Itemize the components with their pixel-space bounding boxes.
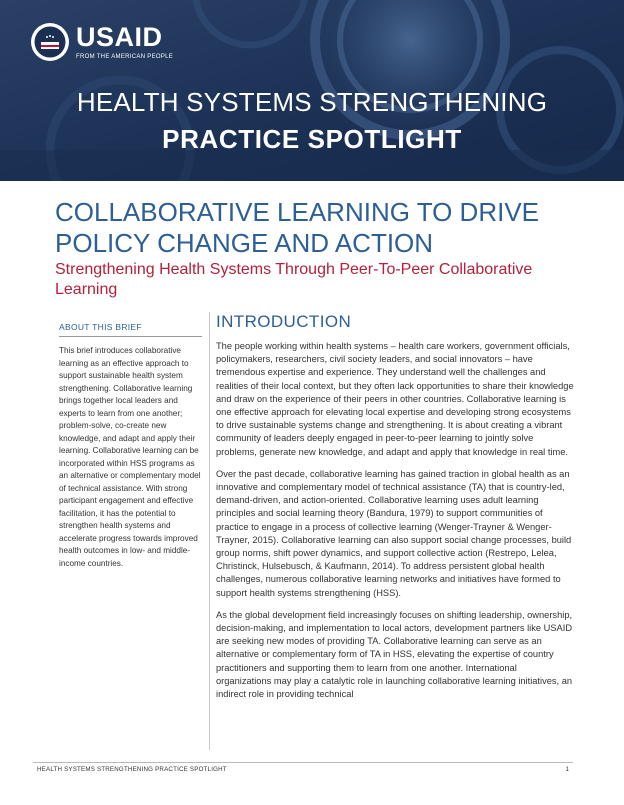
series-subtitle: PRACTICE SPOTLIGHT <box>162 124 462 154</box>
footer-label: HEALTH SYSTEMS STRENGTHENING PRACTICE SPOTLIGHT <box>37 766 227 773</box>
intro-paragraph-1: The people working within health systems – health care workers, government officials, policymakers, researchers, civil society leaders, and social innovators – have tremendous expertise and experience. They understand well the challenges and realities of their local context, but they often lack opportunities to share their knowledge and draw on the experience of their peers in other countries. Collaborative learning is one effective approach for elevating local expertise and developing strong ecosystems to drive sustainable systems change and strengthening. It is about creating a vibrant community of leaders deeply engaged in peer-to-peer learning to jointly solve problems, generate new knowledge, and adapt and apply that knowledge in real time. <box>216 341 574 457</box>
sidebar-heading: ABOUT THIS BRIEF <box>59 322 202 337</box>
page-number: 1 <box>565 766 569 773</box>
document-subtitle: Strengthening Health Systems Through Peer-To-Peer Collaborative Learning <box>55 261 533 298</box>
column-divider <box>209 312 210 750</box>
usaid-logo[interactable] <box>30 22 173 62</box>
usaid-seal-icon <box>30 22 70 62</box>
series-title: HEALTH SYSTEMS STRENGTHENING <box>76 87 548 117</box>
section-heading: INTRODUCTION <box>216 312 352 331</box>
intro-paragraph-3: As the global development field increasingly focuses on shifting leadership, ownership, decision-making, and implementation to local actors, development partners like USAID are seeking new modes of providing TA. Collaborative learning can serve as an alternative or complementary form of TA in HSS, elevating the expertise of country practitioners and supporting them to learn from one another. International organizations may play a catalytic role in launching collaborative learning initiatives, an indirect role in providing technical <box>216 609 573 700</box>
page-footer <box>33 762 573 775</box>
about-brief-sidebar <box>59 322 202 570</box>
document-title: COLLABORATIVE LEARNING TO DRIVE POLICY CHANGE AND ACTION <box>55 197 540 258</box>
intro-paragraph-2: Over the past decade, collaborative learning has gained traction in global health as an innovative and complementary model of technical assistance (TA) that is country-led, demand-driven, and action-oriented. Collaborative learning uses adult learning principles and social learning theory (Bandura, 1979) to support communities of practice to engage in a process of collective learning (Wenger-Trayner & Wenger-Trayner, 2015). Collaborative learning can also support social change processes, build group norms, shift power dynamics, and support collective action (Restrepo, Lelea, Christinck, Hulsebusch, & Kaufmann, 2014). To address persistent global health challenges, numerous collaborative learning networks and initiatives have formed to support health systems strengthening (HSS). <box>216 468 572 598</box>
logo-wordmark: USAID <box>76 22 163 52</box>
logo-tagline: FROM THE AMERICAN PEOPLE <box>76 54 174 60</box>
hero-banner <box>0 0 624 181</box>
sidebar-text: This brief introduces collaborative learning as an effective approach to support sustainable health system strengthening. Collaborative learning brings together local leaders and experts to learn from one another; problem-solve, co-create new knowledge, and adapt and apply their learning. Collaborative learning can be incorporated within HSS programs as an alternative or complementary model of technical assistance. With strong participant engagement and effective facilitation, it has the potential to strengthen health systems and accelerate progress towards improved health outcomes in low- and middle-income countries. <box>59 346 201 568</box>
introduction-section <box>216 312 574 750</box>
